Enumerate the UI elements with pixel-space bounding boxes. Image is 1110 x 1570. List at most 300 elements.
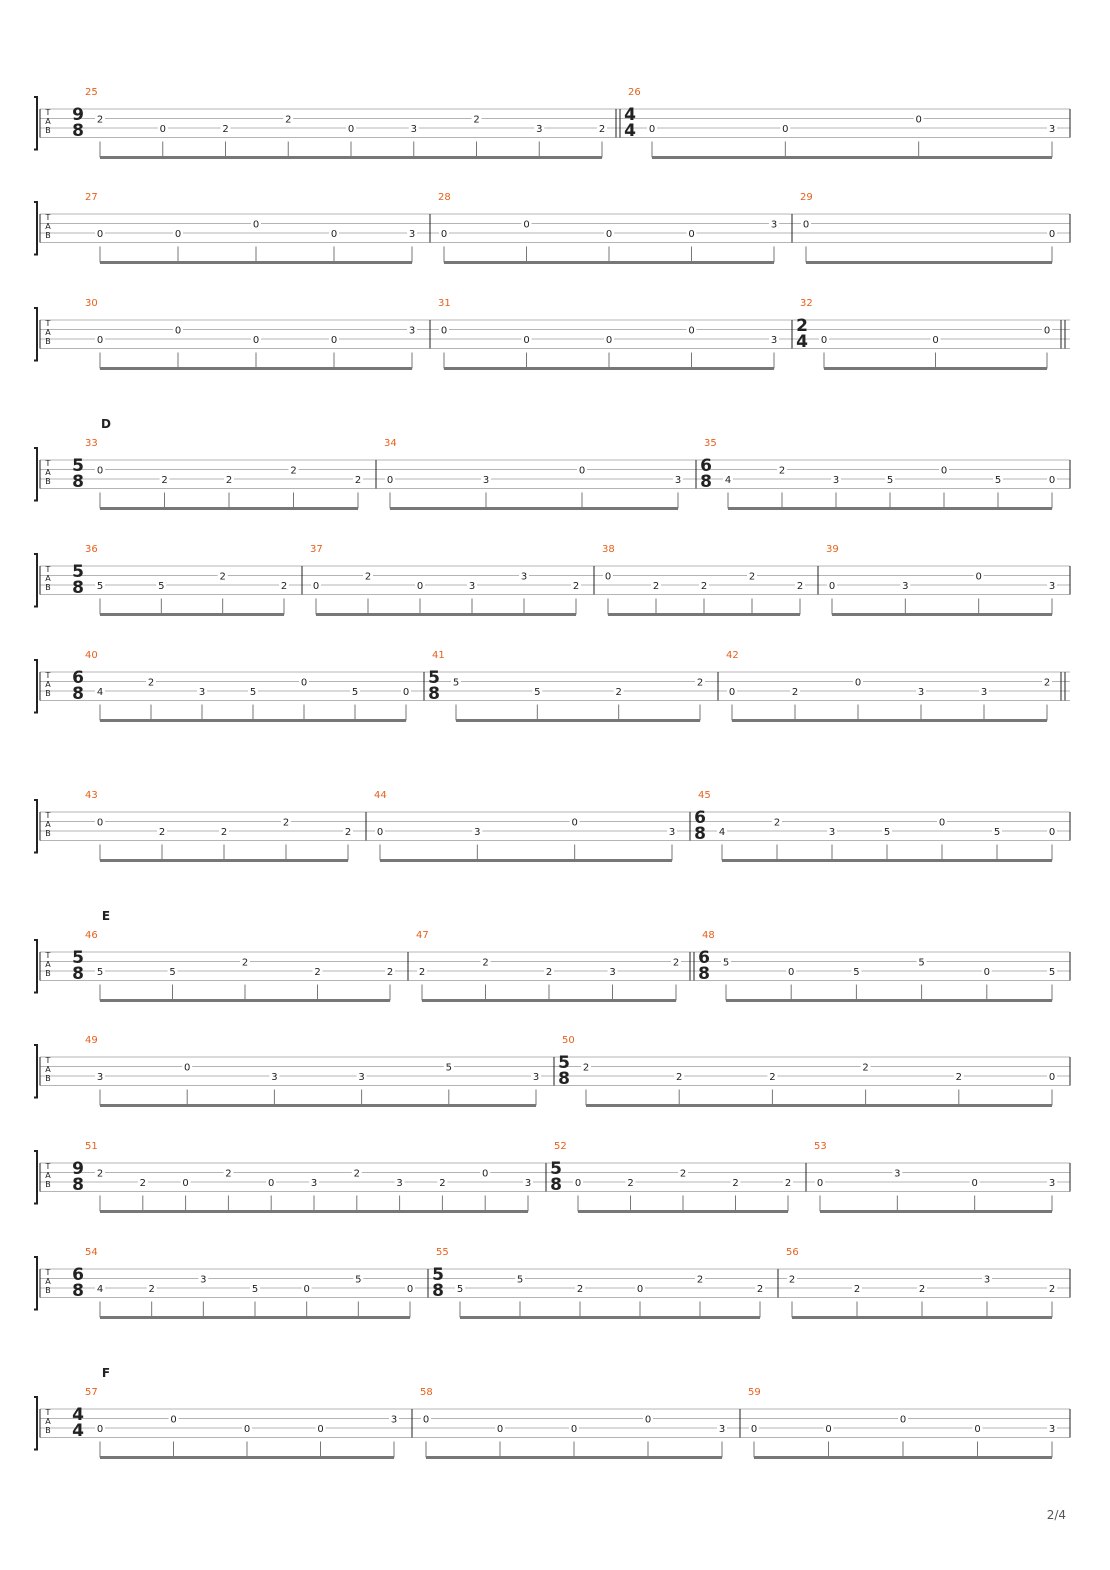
time-signature-numerator: 5 [72,456,84,476]
fret-number: 0 [782,124,789,135]
fret-number: 3 [894,1168,901,1180]
fret-number: 0 [440,325,448,337]
fret-number: 3 [200,1274,207,1286]
bar-number: 37 [310,544,323,555]
tab-clef-letter: A [45,574,51,583]
fret-number: 3 [310,1178,318,1189]
time-signature-denominator: 8 [72,578,84,598]
fret-number: 5 [1048,967,1056,978]
fret-number: 2 [1043,677,1051,689]
fret-number: 0 [96,1424,104,1435]
fret-number: 0 [571,817,578,829]
fret-number: 2 [285,114,292,126]
fret-number: 2 [576,1284,584,1295]
bar-number: 26 [628,87,641,98]
time-signature-denominator: 8 [558,1069,570,1089]
fret-number: 0 [854,677,862,689]
fret-number: 3 [271,1072,278,1083]
time-signature-numerator: 2 [796,316,808,336]
tab-clef-letter: A [45,468,51,477]
fret-number: 2 [1048,1284,1056,1295]
fret-number: 2 [353,1168,360,1180]
bar-number: 43 [85,790,98,801]
fret-number: 5 [96,581,104,592]
fret-number: 0 [496,1424,504,1435]
fret-number: 4 [718,827,726,838]
time-signature-denominator: 8 [698,964,710,984]
fret-number: 3 [524,1178,532,1189]
fret-number: 0 [932,335,939,346]
fret-number: 2 [473,114,480,126]
fret-number: 5 [516,1274,524,1286]
fret-number: 0 [570,1424,578,1435]
fret-number: 5 [994,475,1002,486]
tab-clef-letter: A [45,328,51,337]
fret-number: 0 [802,219,810,231]
bar-number: 28 [438,192,451,203]
fret-number: 0 [182,1178,189,1189]
fret-number: 2 [222,124,229,135]
system-bracket [34,1257,37,1310]
bar-number: 32 [800,298,813,309]
time-signature-denominator: 4 [72,1421,84,1441]
fret-number: 3 [474,827,481,838]
fret-number: 2 [796,581,804,592]
fret-number: 2 [482,957,489,969]
fret-number: 3 [770,335,778,346]
fret-number: 2 [696,1274,704,1286]
tab-clef-letter: T [45,671,51,680]
fret-number: 2 [386,967,394,978]
fret-number: 3 [520,571,528,583]
time-signature-numerator: 5 [428,668,440,688]
bar-number: 30 [85,298,98,309]
bar-number: 41 [432,650,445,661]
fret-number: 3 [396,1178,403,1189]
fret-number: 0 [159,124,166,135]
tab-clef-letter: T [45,1268,51,1277]
bar-number: 35 [704,438,717,449]
fret-number: 2 [225,1168,232,1180]
time-signature-denominator: 8 [72,1175,84,1195]
tab-clef-letter: A [45,1065,51,1074]
fret-number: 2 [147,677,155,689]
system-bracket [34,1045,37,1098]
bar-number: 52 [554,1141,567,1152]
fret-number: 2 [158,827,166,838]
fret-number: 2 [627,1178,634,1189]
fret-number: 0 [578,465,586,477]
time-signature-numerator: 6 [694,808,706,828]
time-signature-denominator: 8 [428,684,440,704]
fret-number: 2 [582,1062,590,1074]
time-signature-numerator: 4 [624,105,636,125]
fret-number: 2 [282,817,290,829]
time-signature-numerator: 9 [72,105,84,125]
fret-number: 0 [268,1178,275,1189]
bar-number: 54 [85,1247,98,1258]
fret-number: 2 [572,581,580,592]
system-bracket [34,1397,37,1450]
time-signature-denominator: 8 [700,472,712,492]
fret-number: 0 [406,1284,414,1295]
fret-number: 5 [355,1274,362,1286]
fret-number: 0 [170,1414,177,1426]
fret-number: 2 [280,581,288,592]
tab-clef-letter: T [45,213,51,222]
tab-clef-letter: B [45,1286,51,1295]
tab-clef-letter: B [45,969,51,978]
time-signature-numerator: 9 [72,1159,84,1179]
fret-number: 5 [456,1284,464,1295]
fret-number: 3 [198,687,206,698]
tab-clef-letter: B [45,477,51,486]
bar-number: 29 [800,192,813,203]
bar-number: 59 [748,1387,761,1398]
fret-number: 2 [139,1178,146,1189]
fret-number: 3 [1048,1424,1056,1435]
time-signature-denominator: 8 [694,824,706,844]
fret-number: 0 [96,817,104,829]
bar-number: 53 [814,1141,827,1152]
fret-number: 0 [899,1414,907,1426]
fret-number: 0 [971,1178,978,1189]
fret-number: 0 [482,1168,489,1180]
fret-number: 3 [408,229,416,240]
fret-number: 2 [290,465,297,477]
time-signature-numerator: 6 [72,668,84,688]
fret-number: 5 [534,687,541,698]
fret-number: 0 [820,335,828,346]
fret-number: 2 [545,967,553,978]
tab-clef-letter: T [45,1056,51,1065]
fret-number: 3 [468,581,476,592]
fret-number: 0 [1048,229,1056,240]
fret-number: 0 [688,325,695,337]
fret-number: 0 [644,1414,652,1426]
system-bracket [34,448,37,501]
fret-number: 0 [1048,1072,1056,1083]
fret-number: 2 [598,124,606,135]
fret-number: 2 [672,957,680,969]
tab-clef-letter: A [45,960,51,969]
fret-number: 0 [96,229,104,240]
fret-number: 0 [983,967,990,978]
bar-number: 33 [85,438,98,449]
system-bracket [34,554,37,607]
time-signature-numerator: 6 [72,1265,84,1285]
time-signature-denominator: 8 [72,472,84,492]
bar-number: 57 [85,1387,98,1398]
fret-number: 5 [251,1284,259,1295]
tab-clef-letter: B [45,689,51,698]
section-marker: E [101,909,111,923]
fret-number: 3 [1048,124,1056,135]
fret-number: 2 [778,465,786,477]
fret-number: 5 [96,967,104,978]
system-bracket [34,940,37,993]
fret-number: 0 [300,677,308,689]
fret-number: 3 [1048,1178,1056,1189]
fret-number: 3 [408,325,416,337]
fret-number: 2 [615,687,622,698]
fret-number: 0 [402,687,410,698]
fret-number: 2 [700,581,708,592]
fret-number: 2 [918,1284,926,1295]
fret-number: 0 [788,967,795,978]
bar-number: 46 [85,930,98,941]
fret-number: 3 [983,1274,991,1286]
fret-number: 3 [828,827,836,838]
bar-number: 56 [786,1247,799,1258]
fret-number: 0 [636,1284,644,1295]
fret-number: 0 [184,1062,191,1074]
tab-clef-letter: T [45,319,51,328]
fret-number: 3 [718,1424,726,1435]
system-bracket [34,1151,37,1204]
fret-number: 3 [832,475,840,486]
fret-number: 3 [609,967,616,978]
tab-clef-letter: A [45,117,51,126]
fret-number: 5 [452,677,460,689]
fret-number: 2 [225,475,233,486]
fret-number: 0 [312,581,320,592]
fret-number: 0 [750,1424,758,1435]
time-signature-numerator: 6 [700,456,712,476]
fret-number: 0 [940,465,948,477]
system-bracket [34,308,37,361]
fret-number: 0 [1048,475,1056,486]
tab-clef-letter: T [45,459,51,468]
fret-number: 5 [249,687,257,698]
fret-number: 2 [219,571,226,583]
time-signature-numerator: 6 [698,948,710,968]
fret-number: 2 [354,475,362,486]
bar-number: 58 [420,1387,433,1398]
tab-clef-letter: T [45,1408,51,1417]
bar-number: 40 [85,650,98,661]
tab-clef-letter: B [45,1426,51,1435]
fret-number: 5 [169,967,176,978]
time-signature-numerator: 5 [72,948,84,968]
fret-number: 0 [523,219,530,231]
fret-number: 2 [96,114,104,126]
time-signature-numerator: 4 [72,1405,84,1425]
fret-number: 0 [1043,325,1051,337]
fret-number: 0 [347,124,355,135]
fret-number: 0 [915,114,922,126]
time-signature-denominator: 8 [432,1281,444,1301]
fret-number: 2 [862,1062,869,1074]
tab-clef-letter: B [45,829,51,838]
fret-number: 2 [955,1072,962,1083]
fret-number: 2 [788,1274,796,1286]
system-bracket [34,97,37,150]
bar-number: 44 [374,790,387,801]
fret-number: 0 [96,465,104,477]
fret-number: 0 [825,1424,832,1435]
tab-clef-letter: T [45,1162,51,1171]
fret-number: 2 [439,1178,446,1189]
fret-number: 3 [917,687,925,698]
fret-number: 0 [440,229,448,240]
bar-number: 31 [438,298,451,309]
fret-number: 0 [174,325,182,337]
tab-clef-letter: A [45,1171,51,1180]
fret-number: 2 [220,827,228,838]
fret-number: 2 [773,817,781,829]
section-marker: F [101,1366,111,1380]
fret-number: 0 [303,1284,310,1295]
fret-number: 5 [445,1062,452,1074]
fret-number: 0 [728,687,736,698]
fret-number: 0 [1048,827,1056,838]
fret-number: 2 [241,957,249,969]
fret-number: 3 [770,219,778,231]
fret-number: 0 [96,335,104,346]
fret-number: 0 [605,229,613,240]
system-bracket [34,202,37,255]
tab-clef-letter: B [45,126,51,135]
fret-number: 3 [390,1414,398,1426]
time-signature-denominator: 4 [624,121,636,141]
tab-clef-letter: A [45,1277,51,1286]
tab-clef-letter: B [45,231,51,240]
fret-number: 0 [648,124,656,135]
fret-number: 5 [886,475,894,486]
fret-number: 3 [980,687,988,698]
fret-number: 3 [902,581,909,592]
fret-number: 0 [252,335,260,346]
fret-number: 0 [416,581,424,592]
tab-clef-letter: B [45,1180,51,1189]
fret-number: 4 [724,475,732,486]
fret-number: 5 [883,827,891,838]
bar-number: 47 [416,930,429,941]
fret-number: 5 [158,581,165,592]
fret-number: 2 [853,1284,861,1295]
time-signature-numerator: 5 [432,1265,444,1285]
fret-number: 0 [574,1178,582,1189]
fret-number: 0 [938,817,946,829]
fret-number: 3 [1048,581,1056,592]
fret-number: 0 [605,335,613,346]
fret-number: 2 [696,677,704,689]
tab-clef-letter: T [45,108,51,117]
time-signature-denominator: 8 [550,1175,562,1195]
bar-number: 39 [826,544,839,555]
fret-number: 0 [422,1414,430,1426]
fret-number: 3 [410,124,417,135]
fret-number: 2 [148,1284,155,1295]
tab-clef-letter: A [45,680,51,689]
fret-number: 3 [482,475,490,486]
fret-number: 0 [243,1424,251,1435]
fret-number: 2 [364,571,372,583]
fret-number: 2 [784,1178,792,1189]
fret-number: 3 [668,827,676,838]
fret-number: 2 [679,1168,687,1180]
bar-number: 51 [85,1141,98,1152]
fret-number: 2 [748,571,756,583]
fret-number: 2 [652,581,660,592]
tab-clef-letter: A [45,222,51,231]
bar-number: 25 [85,87,98,98]
bar-number: 50 [562,1035,575,1046]
time-signature-numerator: 5 [72,562,84,582]
bar-number: 42 [726,650,739,661]
fret-number: 2 [769,1072,776,1083]
fret-number: 4 [96,687,104,698]
tab-clef-letter: B [45,1074,51,1083]
fret-number: 3 [532,1072,540,1083]
bar-number: 45 [698,790,711,801]
fret-number: 5 [918,957,925,969]
fret-number: 2 [418,967,426,978]
fret-number: 5 [853,967,860,978]
fret-number: 4 [96,1284,104,1295]
bar-number: 49 [85,1035,98,1046]
time-signature-denominator: 8 [72,1281,84,1301]
tab-clef-letter: T [45,951,51,960]
bar-number: 36 [85,544,98,555]
fret-number: 2 [791,687,799,698]
fret-number: 0 [828,581,836,592]
bar-number: 34 [384,438,397,449]
time-signature-denominator: 8 [72,121,84,141]
tab-clef-letter: A [45,820,51,829]
fret-number: 0 [174,229,182,240]
time-signature-numerator: 5 [558,1053,570,1073]
bar-number: 27 [85,192,98,203]
fret-number: 5 [351,687,359,698]
section-marker: D [101,417,111,431]
fret-number: 0 [974,1424,981,1435]
tab-clef-letter: B [45,583,51,592]
tab-clef-letter: A [45,1417,51,1426]
fret-number: 0 [386,475,394,486]
time-signature-denominator: 8 [72,684,84,704]
fret-number: 3 [96,1072,104,1083]
fret-number: 0 [376,827,384,838]
fret-number: 2 [161,475,168,486]
tab-clef-letter: B [45,337,51,346]
bar-number: 38 [602,544,615,555]
bar-number: 55 [436,1247,449,1258]
time-signature-denominator: 8 [72,964,84,984]
fret-number: 3 [536,124,543,135]
fret-number: 0 [317,1424,324,1435]
fret-number: 0 [252,219,260,231]
tab-clef-letter: T [45,565,51,574]
fret-number: 0 [330,229,338,240]
fret-number: 2 [314,967,321,978]
fret-number: 5 [993,827,1001,838]
fret-number: 0 [330,335,338,346]
fret-number: 3 [358,1072,365,1083]
fret-number: 5 [722,957,730,969]
system-bracket [34,800,37,853]
time-signature-numerator: 5 [550,1159,562,1179]
fret-number: 2 [96,1168,104,1180]
fret-number: 2 [344,827,352,838]
tab-clef-letter: T [45,811,51,820]
page-number: 2/4 [1046,1508,1066,1522]
fret-number: 2 [756,1284,764,1295]
system-bracket [34,660,37,713]
fret-number: 0 [523,335,530,346]
bar-number: 48 [702,930,715,941]
